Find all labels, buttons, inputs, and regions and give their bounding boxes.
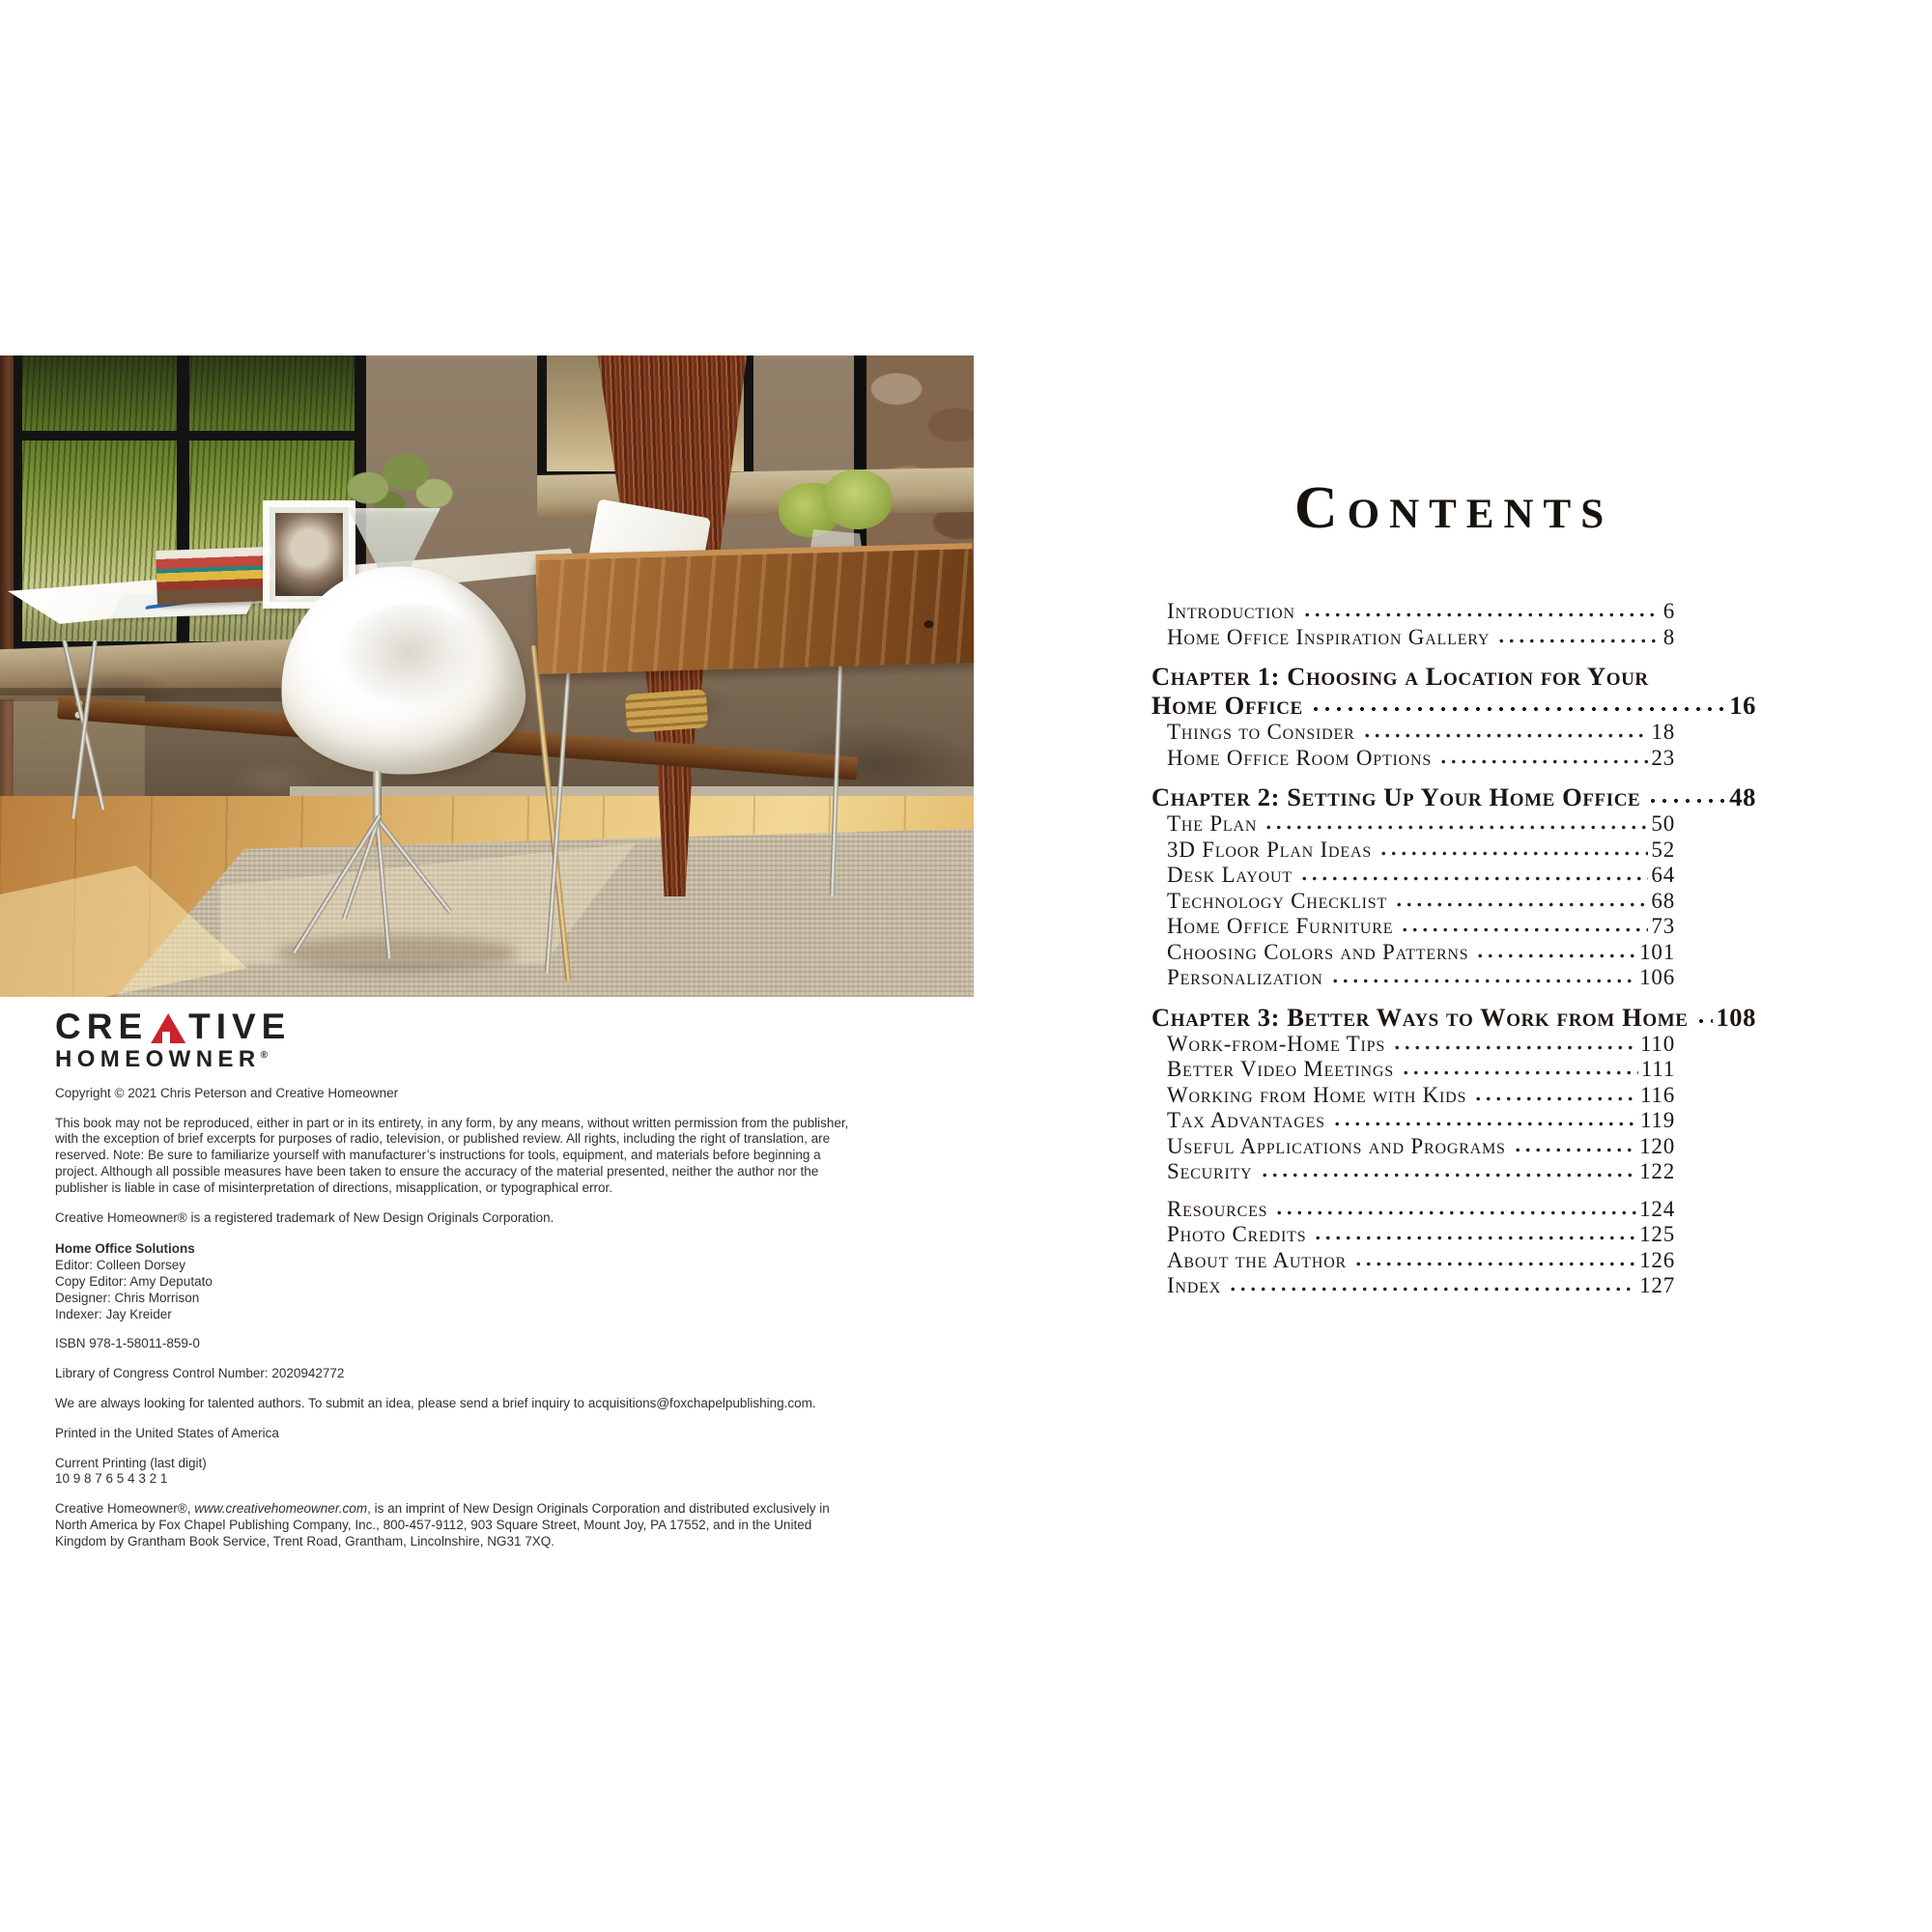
toc-entry-video-meetings: Better Video Meetings 111	[1167, 1057, 1675, 1081]
authors-note: We are always looking for talented authors. To submit an idea, please send a brief inquiry to acquisitions@foxchapelpublishing.com.	[55, 1395, 816, 1410]
dot-leader	[1362, 724, 1649, 746]
toc-entry-wfh-tips: Work-from-Home Tips 110	[1167, 1031, 1675, 1056]
credit-designer: Designer: Chris Morrison	[55, 1290, 200, 1305]
credit-editor: Editor: Colleen Dorsey	[55, 1258, 186, 1273]
dot-leader	[1332, 1113, 1637, 1134]
imprint-paragraph: Creative Homeowner®, www.creativehomeowner.com, is an imprint of New Design Originals Corporation and distributed exclusively in North America by Fox Chapel Publishing Company, Inc., 800-457-9112, 903 Square Street, Mount Joy, PA 17552, and in the United Kingdom by Grantham Book Service, Trent Road, Grantham, Lincolnshire, NG31 7XQ.	[55, 1501, 830, 1548]
toc-entry-3d-floor-plan: 3D Floor Plan Ideas 52	[1167, 837, 1675, 862]
photo-baby-portrait	[275, 513, 343, 596]
logo-line-1	[55, 1009, 855, 1045]
photo-flower-puff	[823, 469, 893, 529]
toc-chapter-1-line-2: Home Office 16	[1151, 691, 1756, 720]
toc-spacer	[1151, 991, 1756, 1003]
dot-leader	[1310, 698, 1726, 720]
dot-leader	[1274, 1201, 1636, 1222]
toc-spacer	[1151, 650, 1756, 662]
toc-chapter-1-line-1: Chapter 1: Choosing a Location for Your	[1151, 662, 1649, 691]
photo-walnut-desk-gallery	[535, 543, 974, 674]
dot-leader	[1264, 816, 1648, 838]
dot-leader	[1647, 790, 1726, 811]
printed-in-line: Printed in the United States of America	[55, 1425, 279, 1440]
copyright-line: Copyright © 2021 Chris Peterson and Creative Homeowner	[55, 1085, 399, 1100]
toc-spacer	[1151, 1185, 1756, 1197]
dot-leader	[1394, 893, 1648, 914]
logo-line-2: HOMEOWNER®	[55, 1046, 268, 1072]
dot-leader	[1353, 1252, 1636, 1273]
toc-entry-office-furniture: Home Office Furniture 73	[1167, 914, 1675, 938]
book-title: Home Office Solutions	[55, 1241, 195, 1257]
toc-entry-inspiration-gallery: Home Office Inspiration Gallery 8	[1167, 624, 1675, 649]
photo-baseboard	[290, 786, 974, 796]
dot-leader	[1330, 970, 1636, 991]
dot-leader	[1299, 867, 1648, 889]
toc-entry-technology-checklist: Technology Checklist 68	[1167, 888, 1675, 913]
creative-homeowner-logo	[55, 1007, 855, 1072]
toc-entry-desk-layout: Desk Layout 64	[1167, 863, 1675, 887]
toc-entry-colors-patterns: Choosing Colors and Patterns 101	[1167, 939, 1675, 964]
dot-leader	[1513, 1138, 1636, 1159]
table-of-contents	[1151, 599, 1756, 1299]
credit-copy-editor: Copy Editor: Amy Deputato	[55, 1273, 213, 1289]
toc-entry-room-options: Home Office Room Options 23	[1167, 745, 1675, 770]
dot-leader	[1228, 1278, 1636, 1299]
dot-leader	[1475, 944, 1636, 965]
toc-entry-introduction: Introduction 6	[1167, 599, 1675, 623]
dot-leader	[1378, 841, 1648, 863]
dot-leader	[1260, 1164, 1637, 1185]
toc-chapter-2: Chapter 2: Setting Up Your Home Office 48	[1151, 782, 1756, 811]
toc-entry-tax-advantages: Tax Advantages 119	[1167, 1108, 1675, 1132]
photo-drawer-knob	[923, 620, 933, 628]
toc-entry-about-the-author: About the Author 126	[1167, 1247, 1675, 1272]
photo-chair-shadow	[276, 935, 518, 972]
publisher-url: www.creativehomeowner.com	[194, 1501, 368, 1517]
toc-entry-personalization: Personalization 106	[1167, 965, 1675, 989]
copyright-page	[55, 1009, 855, 1550]
registered-mark: ®	[260, 1050, 268, 1061]
current-printing-label: Current Printing (last digit)	[55, 1455, 207, 1470]
toc-entry-the-plan: The Plan 50	[1167, 811, 1675, 836]
toc-entry-security: Security 122	[1167, 1159, 1675, 1183]
trademark-line: Creative Homeowner® is a registered trademark of New Design Originals Corporation.	[55, 1209, 554, 1225]
credit-indexer: Indexer: Jay Kreider	[55, 1306, 172, 1321]
photo-chair-seat	[333, 599, 485, 715]
contents-title: Contents	[1293, 475, 1614, 541]
current-printing-digits: 10 9 8 7 6 5 4 3 2 1	[55, 1471, 168, 1487]
house-a-icon	[151, 1013, 185, 1043]
toc-entry-index: Index 127	[1167, 1273, 1675, 1297]
dot-leader	[1401, 1062, 1638, 1083]
toc-entry-useful-applications: Useful Applications and Programs 120	[1167, 1133, 1675, 1158]
isbn-line: ISBN 978-1-58011-859-0	[55, 1336, 200, 1351]
toc-chapter-3: Chapter 3: Better Ways to Work from Home 108	[1151, 1002, 1756, 1032]
dot-leader	[1496, 629, 1660, 650]
toc-entry-resources: Resources 124	[1167, 1196, 1675, 1221]
photo-chair-pedestal	[373, 771, 382, 821]
toc-entry-things-to-consider: Things to Consider 18	[1167, 720, 1675, 744]
dot-leader	[1400, 919, 1648, 940]
dot-leader	[1302, 604, 1661, 625]
logo-text-tive: TIVE	[188, 1007, 292, 1046]
photo-rope-tie	[625, 689, 709, 733]
logo-text-cre: CRE	[55, 1007, 149, 1046]
toc-spacer	[1151, 771, 1756, 782]
dot-leader	[1473, 1087, 1637, 1108]
legal-paragraph: This book may not be reproduced, either in part or in its entirety, in any form, by any means, without written permission from the publisher, with the exception of brief excerpts for purposes of radio, television, or published review. All rights, including the right of translation, are reserved. Note: Be sure to familiarize yourself with manufacturer’s instructions for tools, equipment, and materials before beginning a project. Although all possible measures have been taken to ensure the accuracy of the material presented, neither the author nor the publisher is liable in case of misinterpretation of directions, misapplication, or typographical error.	[55, 1115, 849, 1195]
toc-entry-wfh-with-kids: Working from Home with Kids 116	[1167, 1082, 1675, 1107]
dot-leader	[1438, 750, 1648, 771]
photo-book-stack	[156, 547, 273, 605]
loc-number-line: Library of Congress Control Number: 2020942772	[55, 1366, 345, 1381]
dot-leader	[1392, 1036, 1637, 1057]
toc-entry-photo-credits: Photo Credits 125	[1167, 1222, 1675, 1246]
dot-leader	[1313, 1227, 1636, 1248]
house-a-notch	[162, 1032, 170, 1043]
dot-leader	[1695, 1010, 1714, 1032]
home-office-photo	[0, 355, 974, 997]
